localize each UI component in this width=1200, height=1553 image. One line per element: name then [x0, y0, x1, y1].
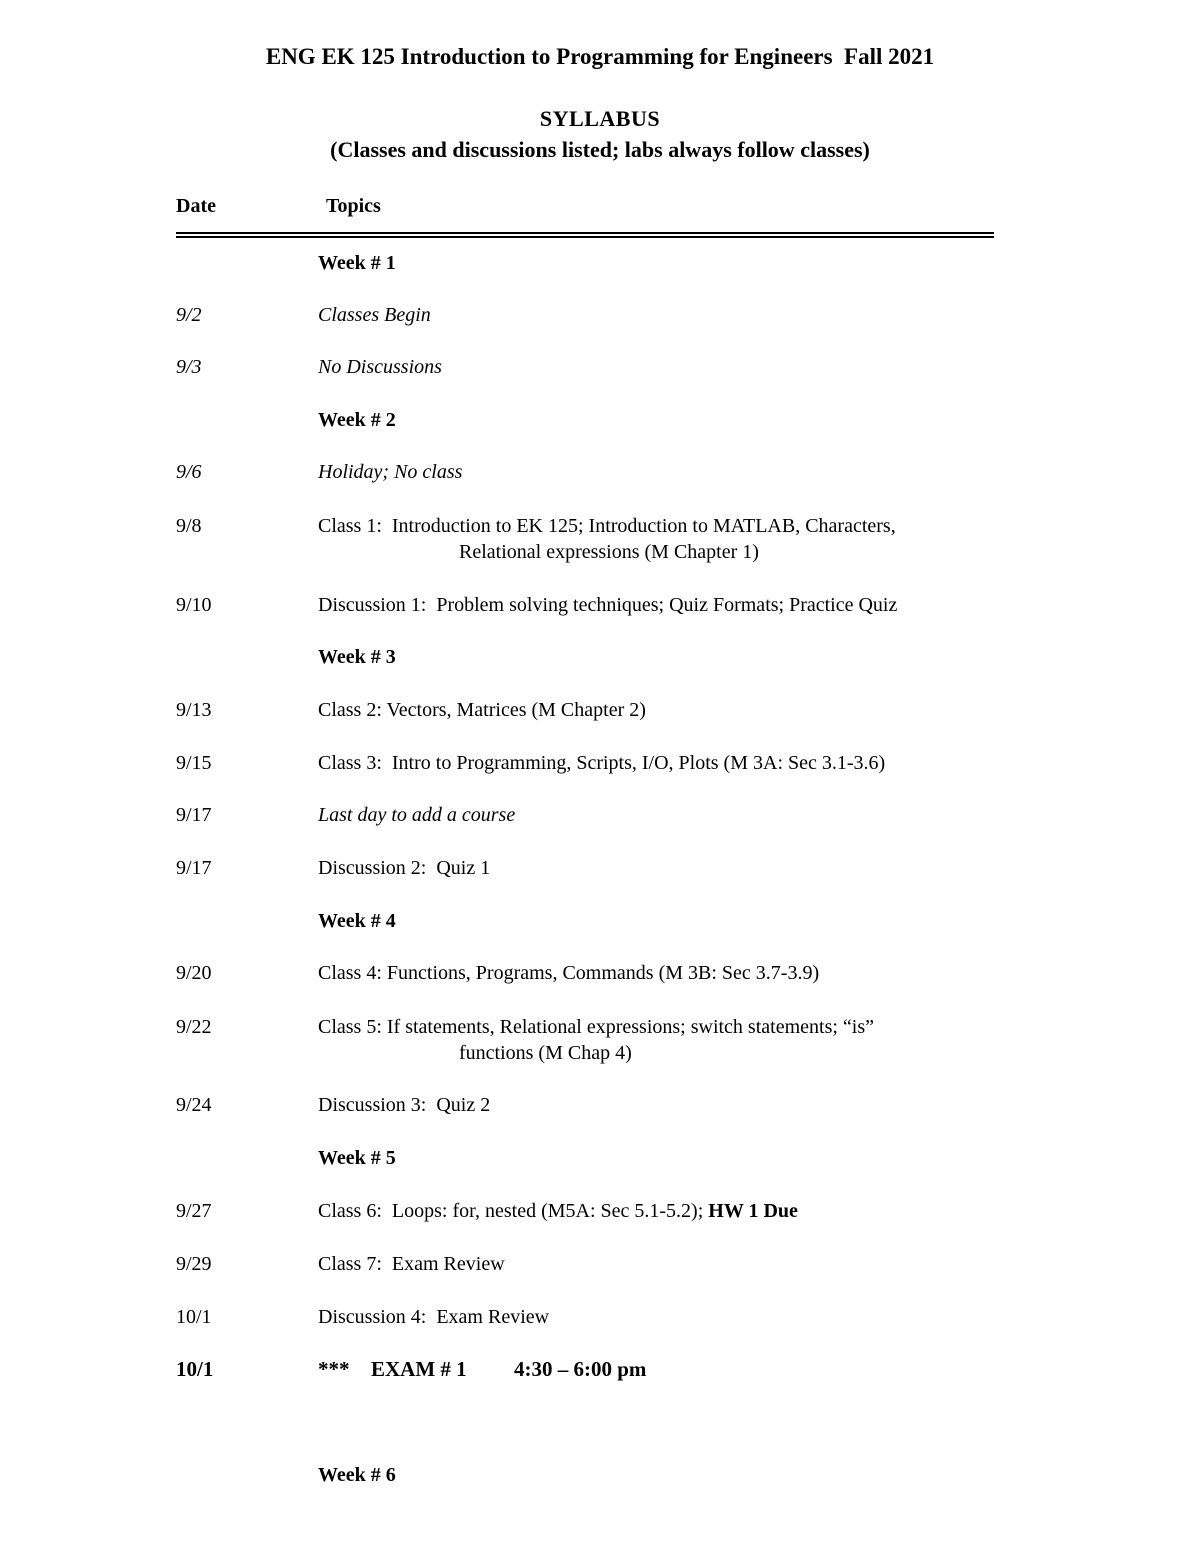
homework-due-label: HW 1 Due: [708, 1200, 798, 1222]
row-topic: Holiday; No class: [318, 461, 463, 483]
row-date: 9/22: [176, 1016, 212, 1038]
row-topic: Class 3: Intro to Programming, Scripts, I/O, Plots (M 3A: Sec 3.1-3.6): [318, 752, 886, 774]
row-date: 10/1: [176, 1306, 212, 1328]
row-topic: Class 2: Vectors, Matrices (M Chapter 2): [318, 699, 646, 721]
header-rule-bottom: [176, 236, 994, 238]
row-date: 9/24: [176, 1094, 212, 1116]
row-topic: Class 5: If statements, Relational expressions; switch statements; “is”: [318, 1016, 875, 1038]
row-date: 9/27: [176, 1200, 212, 1222]
row-date: 9/17: [176, 804, 212, 826]
row-topic: No Discussions: [318, 356, 442, 378]
row-date: 9/20: [176, 962, 212, 984]
row-topic: Last day to add a course: [318, 804, 516, 826]
course-title: ENG EK 125 Introduction to Programming for Engineers Fall 2021: [265, 44, 935, 69]
row-date: 9/8: [176, 515, 202, 537]
header-rule-top: [176, 232, 994, 234]
row-topic: [318, 1198, 798, 1224]
column-header-topics: Topics: [326, 195, 381, 217]
row-topic-text: Class 6: Loops: for, nested (M5A: Sec 5.1-5.2);: [318, 1200, 709, 1222]
row-date: 9/10: [176, 594, 212, 616]
week-label: Week # 6: [318, 1464, 396, 1486]
exam-topic: [318, 1356, 646, 1382]
week-label: Week # 2: [318, 409, 396, 431]
row-topic: Discussion 1: Problem solving techniques; Quiz Formats; Practice Quiz: [318, 594, 898, 616]
row-topic: Class 7: Exam Review: [318, 1253, 505, 1275]
row-date: 9/13: [176, 699, 212, 721]
exam-stars: ***: [318, 1357, 350, 1381]
syllabus-subtitle: (Classes and discussions listed; labs always follow classes): [330, 137, 870, 162]
row-date: 9/29: [176, 1253, 212, 1275]
row-date: 9/6: [176, 461, 202, 483]
row-topic-continuation: Relational expressions (M Chapter 1): [459, 541, 759, 563]
row-topic-continuation: functions (M Chap 4): [459, 1042, 632, 1064]
row-topic: Classes Begin: [318, 304, 431, 326]
exam-label: EXAM # 1: [371, 1357, 467, 1381]
row-topic: Discussion 2: Quiz 1: [318, 857, 491, 879]
row-topic: Class 4: Functions, Programs, Commands (M 3B: Sec 3.7-3.9): [318, 962, 820, 984]
row-date: 9/17: [176, 857, 212, 879]
row-date: 9/15: [176, 752, 212, 774]
row-date: 9/2: [176, 304, 202, 326]
week-label: Week # 5: [318, 1147, 396, 1169]
row-topic: Discussion 3: Quiz 2: [318, 1094, 491, 1116]
week-label: Week # 4: [318, 910, 396, 932]
syllabus-heading: SYLLABUS: [539, 106, 661, 131]
column-header-date: Date: [176, 195, 216, 217]
row-date: 9/3: [176, 356, 202, 378]
week-label: Week # 3: [318, 646, 396, 668]
exam-time: 4:30 – 6:00 pm: [514, 1357, 647, 1381]
row-topic: Discussion 4: Exam Review: [318, 1306, 550, 1328]
row-date: 10/1: [176, 1357, 214, 1381]
week-label: Week # 1: [318, 252, 396, 274]
row-topic: Class 1: Introduction to EK 125; Introduction to MATLAB, Characters,: [318, 515, 896, 537]
